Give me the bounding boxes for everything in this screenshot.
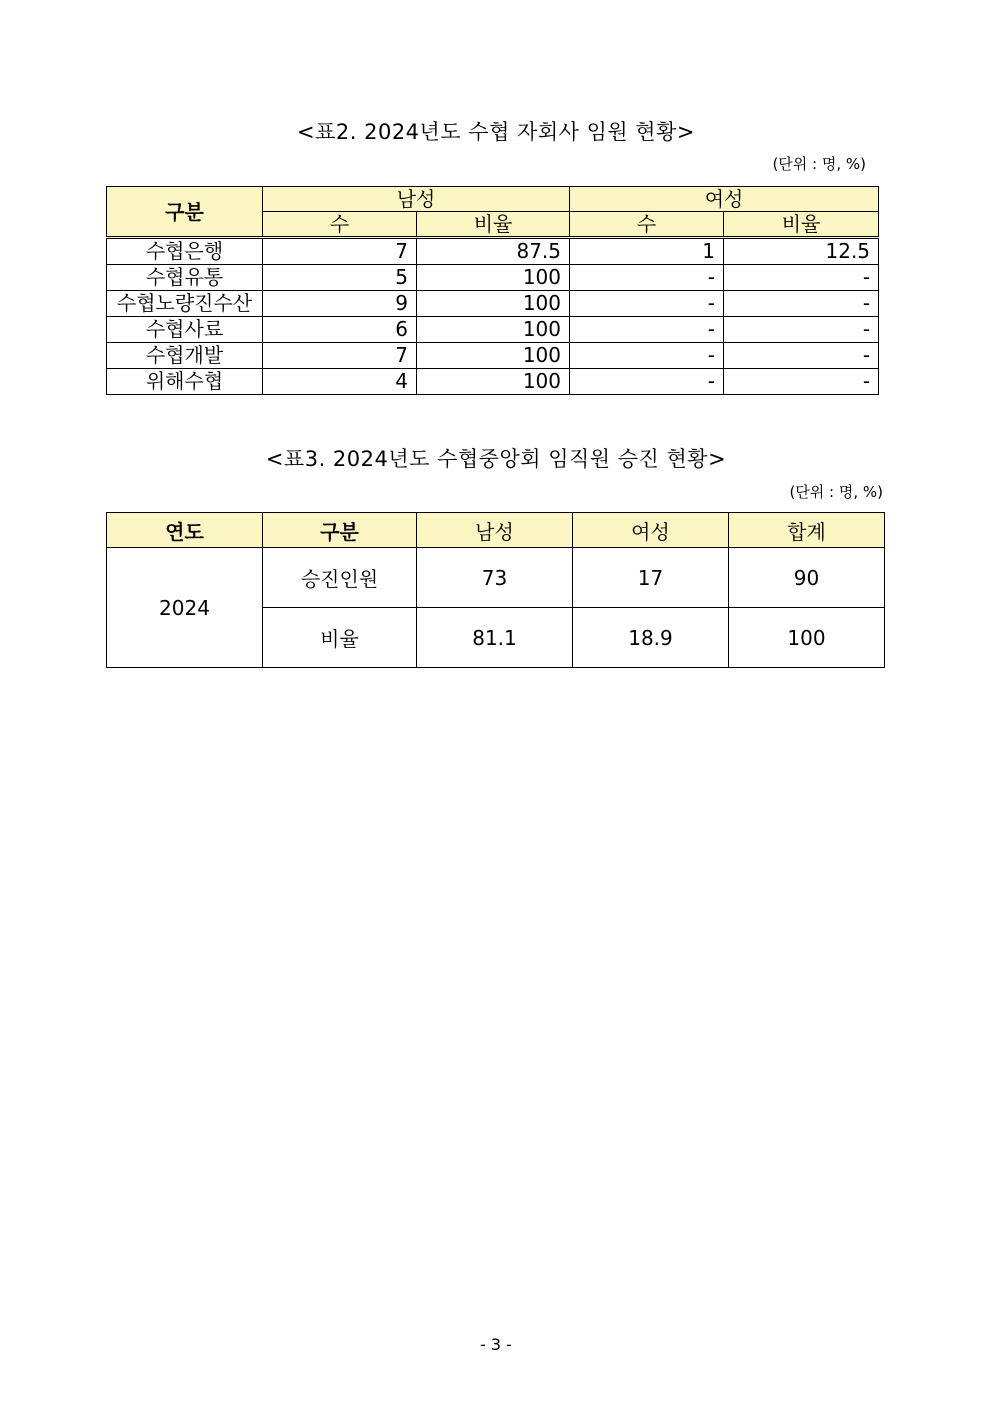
female-value: 17 (573, 548, 729, 608)
table3-header-male: 남성 (417, 513, 573, 548)
page-number: - 3 - (480, 1335, 512, 1354)
row-name: 수협은행 (107, 238, 263, 265)
male-count: 9 (263, 291, 417, 317)
table-row (107, 238, 879, 265)
table2-unit: (단위 : 명, %) (772, 155, 866, 173)
male-ratio: 100 (417, 291, 570, 317)
female-count: - (570, 265, 724, 291)
table3-caption: <표3. 2024년도 수협중앙회 임직원 승진 현황> (265, 447, 727, 471)
male-value: 73 (417, 548, 573, 608)
table2-header-female-ratio: 비율 (724, 212, 879, 238)
table-row (107, 317, 879, 343)
table2-header-female-count: 수 (570, 212, 724, 238)
female-ratio: - (724, 291, 879, 317)
female-ratio: - (724, 343, 879, 369)
row-name: 수협노량진수산 (107, 291, 263, 317)
female-count: - (570, 343, 724, 369)
table2-caption: <표2. 2024년도 수협 자회사 임원 현황> (297, 120, 695, 144)
male-count: 5 (263, 265, 417, 291)
table2-header-female: 여성 (570, 187, 879, 212)
total-value: 90 (729, 548, 885, 608)
female-count: - (570, 291, 724, 317)
row-name: 수협사료 (107, 317, 263, 343)
male-count: 4 (263, 369, 417, 395)
table3-header-category: 구분 (263, 513, 417, 548)
male-ratio: 100 (417, 317, 570, 343)
table3-promotions (106, 512, 885, 668)
male-ratio: 100 (417, 265, 570, 291)
table2-header-male-count: 수 (263, 212, 417, 238)
female-ratio: 12.5 (724, 238, 879, 265)
table2-executives (106, 186, 879, 395)
female-count: - (570, 317, 724, 343)
total-value: 100 (729, 608, 885, 668)
female-ratio: - (724, 317, 879, 343)
table-row (107, 291, 879, 317)
female-ratio: - (724, 369, 879, 395)
row-name: 수협유통 (107, 265, 263, 291)
year-cell: 2024 (107, 548, 263, 668)
table-row (107, 343, 879, 369)
table2-header-male: 남성 (263, 187, 570, 212)
table3-unit: (단위 : 명, %) (789, 483, 883, 501)
male-count: 7 (263, 238, 417, 265)
female-value: 18.9 (573, 608, 729, 668)
table2-header-category: 구분 (107, 187, 263, 238)
female-count: 1 (570, 238, 724, 265)
row-label: 승진인원 (263, 548, 417, 608)
row-name: 수협개발 (107, 343, 263, 369)
table-row (107, 265, 879, 291)
table3-header-total: 합계 (729, 513, 885, 548)
table-row (107, 369, 879, 395)
table3-header-female: 여성 (573, 513, 729, 548)
female-count: - (570, 369, 724, 395)
male-count: 7 (263, 343, 417, 369)
male-ratio: 100 (417, 369, 570, 395)
table3-header-year: 연도 (107, 513, 263, 548)
male-value: 81.1 (417, 608, 573, 668)
male-count: 6 (263, 317, 417, 343)
table2-header-male-ratio: 비율 (417, 212, 570, 238)
male-ratio: 87.5 (417, 238, 570, 265)
row-label: 비율 (263, 608, 417, 668)
table-row (107, 548, 885, 608)
male-ratio: 100 (417, 343, 570, 369)
female-ratio: - (724, 265, 879, 291)
row-name: 위해수협 (107, 369, 263, 395)
